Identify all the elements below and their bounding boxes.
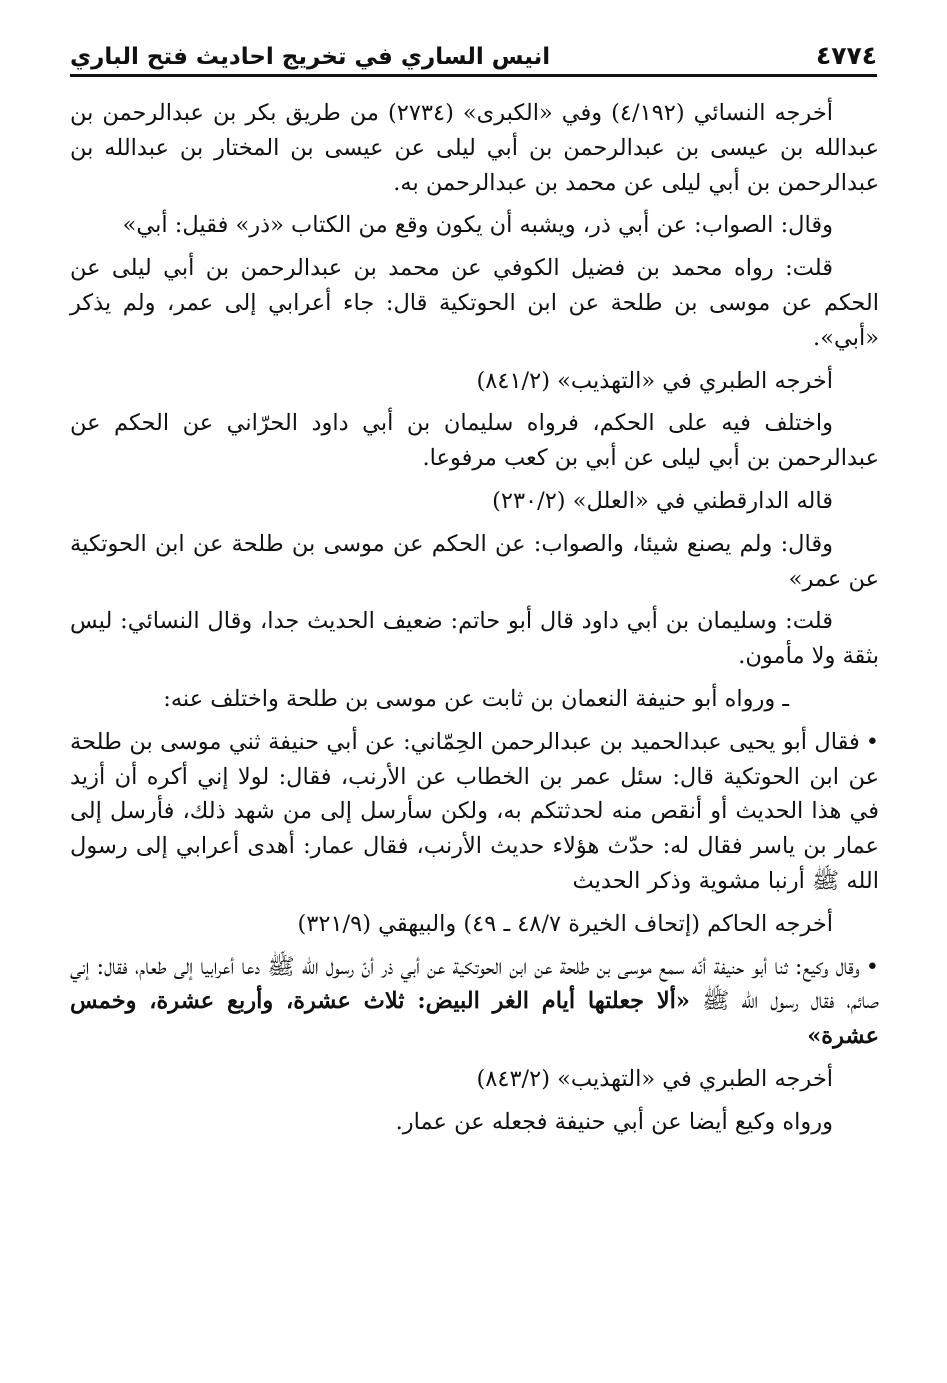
running-title: انيس الساري في تخريج احاديث فتح الباري <box>70 44 551 70</box>
paragraph-muhammad-ibn-fudayl: قلت: رواه محمد بن فضيل الكوفي عن محمد بن عبدالرحمن بن أبي ليلى عن الحكم عن موسى بن طلحة عن ابن الحوتكية قال: جاء أعرابي إلى عمر، ولم يذكر «أبي». <box>70 255 879 351</box>
paragraph-sulayman-ibn-abi-dawud: قلت: وسليمان بن أبي داود قال أبو حاتم: ضعيف الحديث جدا، وقال النسائي: ليس بثقة ولا مأمون. <box>70 608 879 670</box>
page-header <box>70 30 877 77</box>
page-body <box>70 96 879 1148</box>
paragraph-tabari-tahdhib-843: أخرجه الطبري في «التهذيب» (٨٤٣/٢) <box>476 1065 833 1092</box>
bullet-icon: • <box>865 953 879 980</box>
paragraph-waki-text: وقال وكيع: ثنا أبو حنيفة أنّه سمع موسى بن طلحة عن ابن الحوتكية عن أبي ذر أنّ رسول الله ﷺ دعا أعرابيا إلى طعام، فقال: إني صائم، فقال رسول الله ﷺ <box>70 953 879 1015</box>
paragraph-himmani-text: فقال أبو يحيى عبدالحميد بن عبدالرحمن الحِمّاني: عن أبي حنيفة ثني موسى بن طلحة عن ابن الحوتكية قال: سئل عمر بن الخطاب عن الأرنب، فقال: لولا إني أكره أن أزيد في هذا الحديث أو أنقص منه لحدثتكم به، ولكن سأرسل إلى من شهد ذلك، فأرسل إلى عمار بن ياسر فقال له: حدّث هؤلاء حديث الأرنب، فقال عمار: أهدى أعرابي إلى رسول الله ﷺ أرنبا مشوية وذكر الحديث <box>70 728 879 894</box>
paragraph-waki-ammar: ورواه وكيع أيضا عن أبي حنيفة فجعله عن عمار. <box>395 1108 833 1135</box>
paragraph-himmani-bullet <box>70 725 879 899</box>
paragraph-waki-bullet <box>70 950 879 1054</box>
paragraph-ikhtilaf-hakam: واختلف فيه على الحكم، فرواه سليمان بن أبي داود الحرّاني عن الحكم عن عبدالرحمن بن أبي ليلى عن أبي بن كعب مرفوعا. <box>70 410 879 472</box>
paragraph-tabari-tahdhib-841: أخرجه الطبري في «التهذيب» (٨٤١/٢) <box>476 367 833 394</box>
paragraph-sawab-abi-dharr: وقال: الصواب: عن أبي ذر، ويشبه أن يكون وقع من الكتاب «ذر» فقيل: أبي» <box>122 212 833 239</box>
paragraph-takhrij-nasai: أخرجه النسائي (٤/١٩٢) وفي «الكبرى» (٢٧٣٤) من طريق بكر بن عبدالرحمن بن عبدالله بن عيسى بن عبدالرحمن بن أبي ليلى عن عيسى بن المختار بن عبدالله بن عبدالرحمن بن أبي ليلى عن محمد بن عبدالرحمن به. <box>70 100 879 196</box>
hadith-quote-bold: «ألا جعلتها أيام الغر البيض: ثلاث عشرة، وأربع عشرة، وخمس عشرة» <box>70 988 879 1050</box>
bullet-icon: • <box>865 728 879 755</box>
paragraph-hakim-bayhaqi: أخرجه الحاكم (إتحاف الخيرة ٤٨/٧ ـ ٤٩) والبيهقي (٣٢١/٩) <box>297 910 833 937</box>
paragraph-daraqutni-ilal: قاله الدارقطني في «العلل» (٢٣٠/٢) <box>492 487 833 514</box>
paragraph-abu-hanifa-riwaya: ـ ورواه أبو حنيفة النعمان بن ثابت عن موسى بن طلحة واختلف عنه: <box>163 685 789 712</box>
page-number: ٤٧٧٤ <box>815 41 877 70</box>
paragraph-lam-yasna-shay: وقال: ولم يصنع شيئا، والصواب: عن الحكم عن موسى بن طلحة عن ابن الحوتكية عن عمر» <box>70 530 879 592</box>
